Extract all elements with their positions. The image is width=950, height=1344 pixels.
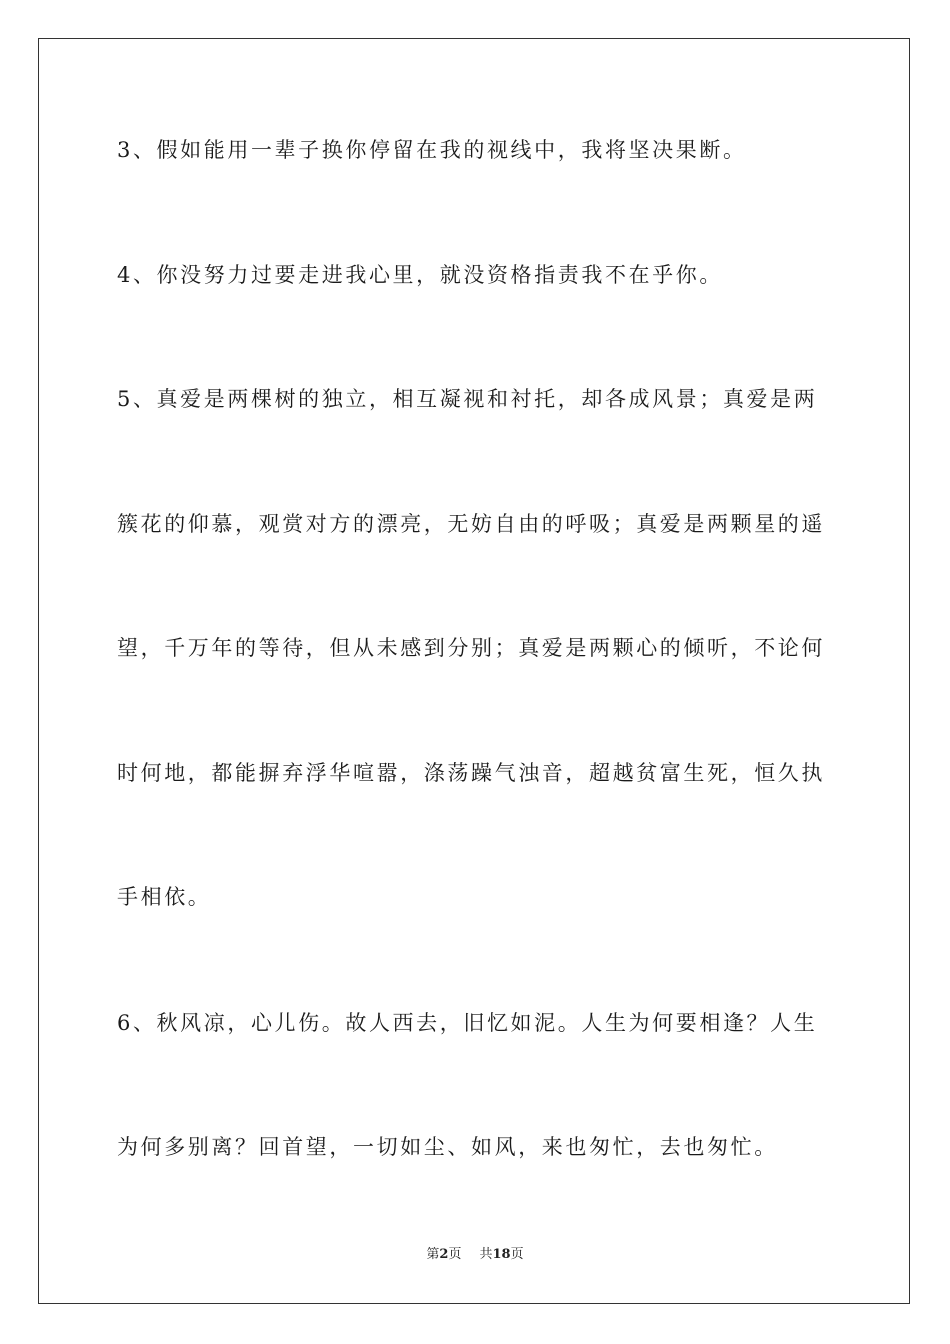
- text-line-2: 4、你没努力过要走进我心里，就没资格指责我不在乎你。: [117, 263, 723, 287]
- text-line-3: 5、真爱是两棵树的独立，相互凝视和衬托，却各成风景；真爱是两: [117, 387, 818, 411]
- page-suffix: 页: [448, 1247, 462, 1262]
- text-line-8: 6、秋风凉，心儿伤。故人西去，旧忆如泥。人生为何要相逢？人生: [117, 1011, 818, 1035]
- page-prefix: 第: [426, 1247, 440, 1262]
- text-line-5: 望，千万年的等待，但从未感到分别；真爱是两颗心的倾听，不论何: [117, 636, 825, 660]
- page-number: 2: [439, 1247, 449, 1262]
- page-footer: [0, 1245, 950, 1265]
- total-prefix: 共: [479, 1247, 493, 1262]
- text-line-6: 时何地，都能摒弃浮华喧嚣，涤荡躁气浊音，超越贫富生死，恒久执: [117, 761, 825, 785]
- text-line-9: 为何多别离？回首望，一切如尘、如风，来也匆忙，去也匆忙。: [117, 1135, 778, 1159]
- text-line-1: 3、假如能用一辈子换你停留在我的视线中，我将坚决果断。: [117, 138, 747, 162]
- text-line-4: 簇花的仰慕，观赏对方的漂亮，无妨自由的呼吸；真爱是两颗星的遥: [117, 512, 825, 536]
- page-frame: [38, 38, 910, 1304]
- total-pages: 18: [492, 1247, 511, 1262]
- total-suffix: 页: [510, 1247, 524, 1262]
- text-line-7: 手相依。: [117, 885, 212, 909]
